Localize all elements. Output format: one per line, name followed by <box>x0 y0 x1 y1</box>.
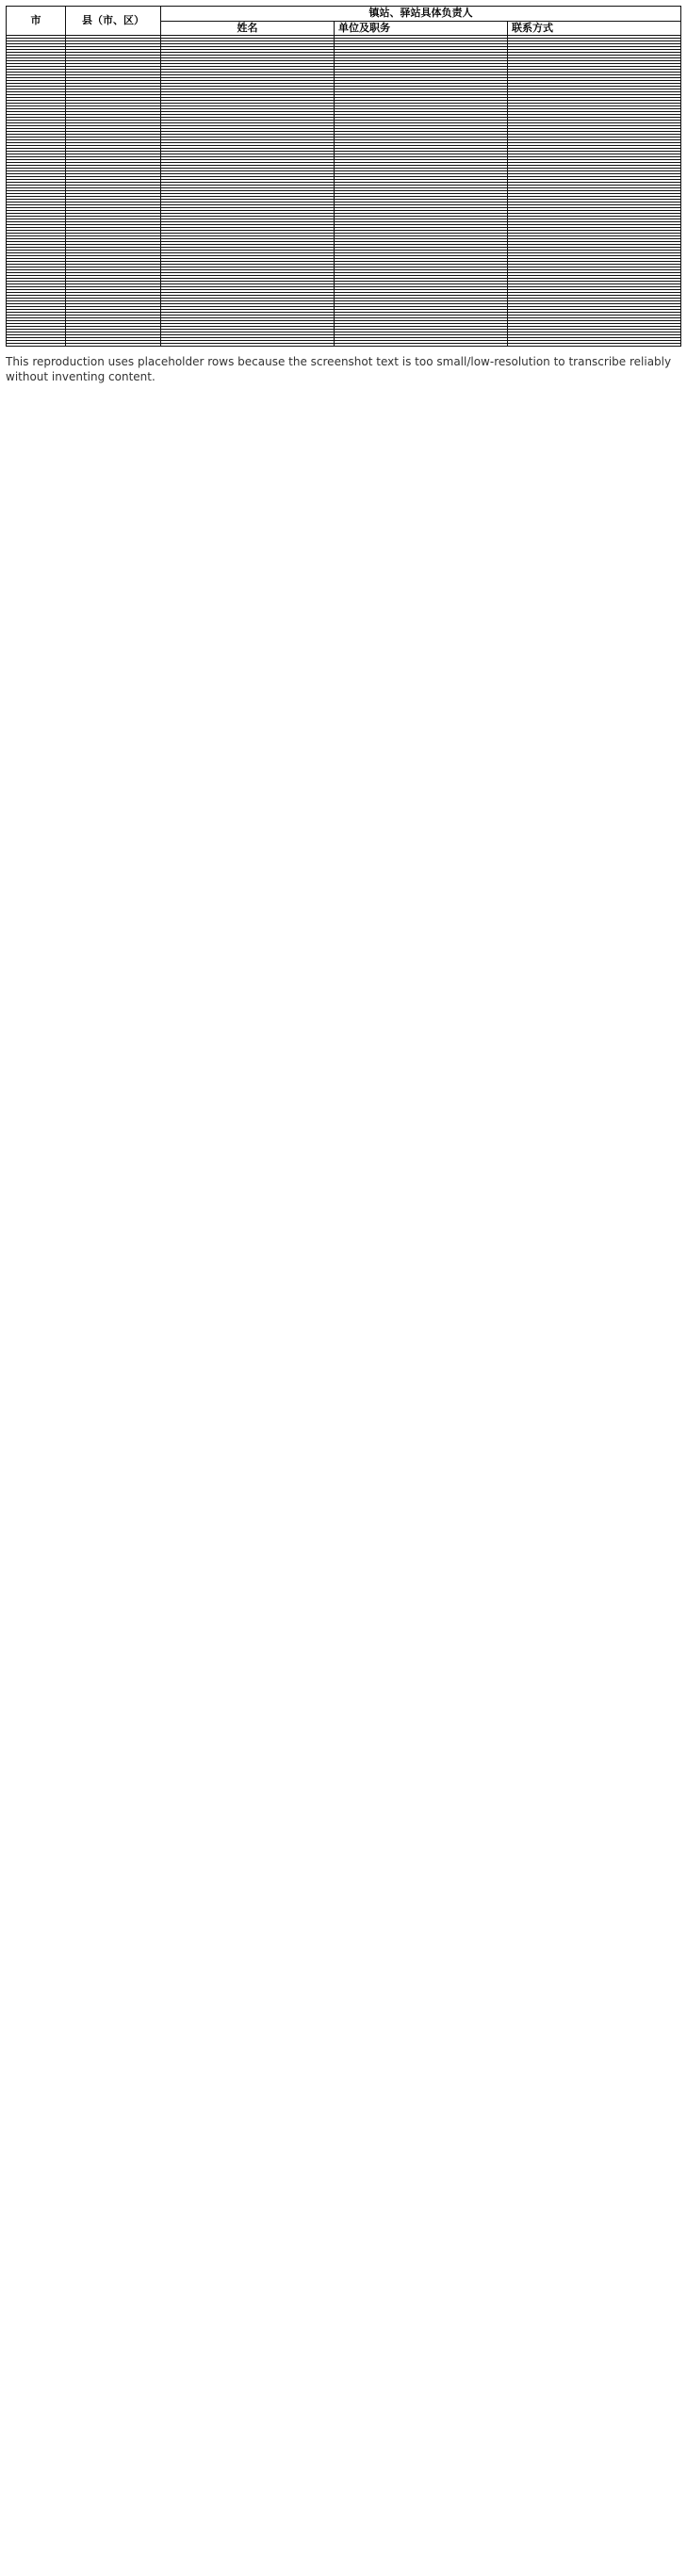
header-group-title: 镇站、驿站具体负责人 <box>161 7 681 22</box>
header-contact: 联系方式 <box>508 21 681 36</box>
table-row <box>7 344 681 347</box>
cell-city <box>7 344 66 347</box>
cell-contact <box>508 344 681 347</box>
header-name: 姓名 <box>161 21 335 36</box>
header-county: 县（市、区） <box>66 7 161 36</box>
cell-name <box>161 344 335 347</box>
note: This reproduction uses placeholder rows because the screenshot text is too small/low-resolution to transcribe reliably without inventing content. <box>6 355 672 384</box>
header-row-1 <box>7 7 681 22</box>
header-unit-role: 单位及职务 <box>335 21 508 36</box>
header-city: 市 <box>7 7 66 36</box>
table-body <box>7 36 681 347</box>
contacts-table <box>6 6 681 347</box>
cell-county <box>66 344 161 347</box>
cell-unit-role <box>335 344 508 347</box>
